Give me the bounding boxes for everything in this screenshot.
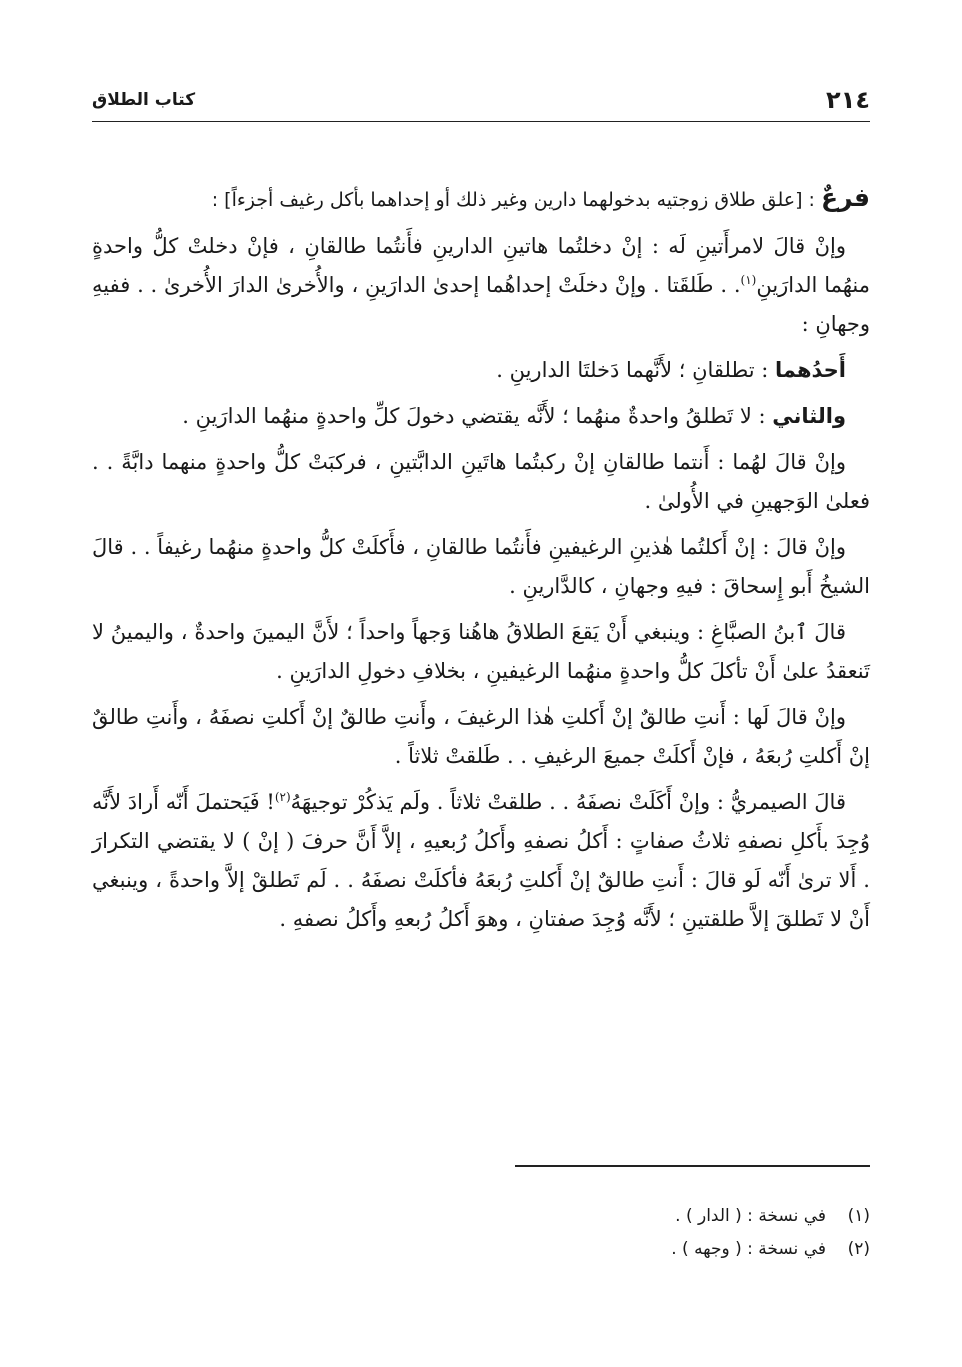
- footnotes: [92, 1200, 870, 1266]
- page-header: [92, 86, 870, 118]
- paragraph-8: [92, 783, 870, 939]
- footnote-number: (٢): [847, 1239, 870, 1259]
- section-lead: فرعٌ: [821, 183, 870, 212]
- paragraph-lead: أَحدُهما: [775, 358, 846, 382]
- footnote-2: [92, 1233, 870, 1266]
- paragraph-6: [92, 613, 870, 691]
- paragraph-text: : تطلقانِ ؛ لأَنَّهما دَخلتَا الدارينِ .: [496, 358, 775, 382]
- paragraph-text: وإنْ قالَ لَها : أَنتِ طالقٌ إنْ أَكلتِ هٰذا الرغيفَ ، وأَنتِ طالقٌ إنْ أَكلتِ نصفَهُ ، وأَنتِ طالقٌ إنْ أَكلتِ رُبعَهُ ، فإنْ أَكلَتْ جميعَ الرغيفِ . . طَلقتْ ثلاثاً .: [92, 705, 870, 768]
- main-text: [92, 178, 870, 946]
- footnote-text: في نسخة : ( الدار ) .: [675, 1206, 826, 1226]
- paragraph-text-cont: ! فَيَحتملَ أَنّه أَرادَ لأَنَّه وُجِدَ بأَكلِ نصفهِ ثلاثُ صفاتٍ : أَكلُ نصفهِ وأَكلُ رُبعيهِ ، إلاَّ أَنَّ حرفَ ( إنْ ) لا يقتضي التكرارَ . أَلا ترىٰ أَنّه لَو قالَ : أَنتِ طالقٌ إنْ أَكلتِ رُبعَهُ فأكلَتْ نصفَهُ . . لَم تَطلقْ إلاَّ واحدةً ، وينبغي أَنْ لا تَطلقَ إلاَّ طلقتينِ ؛ لأَنَّه وُجِدَ صفتانِ ، وهوَ أَكلُ رُبعهِ وأَكلُ نصفهِ .: [92, 790, 870, 931]
- running-title: كتاب الطلاق: [92, 90, 196, 110]
- footnote-ref-1: (١): [740, 273, 757, 287]
- paragraph-2: [92, 351, 870, 390]
- paragraph-text: قالَ الصيمريُّ : وإنْ أَكَلَتْ نصفَهُ . . طلقتْ ثلاثاً . ولَم يَذكُرْ توجيهَهُ: [290, 790, 846, 814]
- paragraph-5: [92, 528, 870, 606]
- footnote-number: (١): [847, 1206, 870, 1226]
- page-number: ٢١٤: [826, 86, 870, 114]
- paragraph-text: : لا تَطلقُ واحدةٌ منهُما ؛ لأَنَّه يقتضي دخولَ كلِّ واحدةٍ منهُما الدارَينِ .: [182, 404, 773, 428]
- paragraph-text: قالَ ٱبنُ الصبَّاغِ : وينبغي أَنْ يَقعَ الطلاقُ هاهُنا وَجهاً واحداً ؛ لأَنَّ اليمينَ واحدةٌ ، واليمينُ لا تَنعقدُ علىٰ أَنْ تأكلَ كلُّ واحدةٍ منهُما الرغيفينِ ، بخلافِ دخولِ الدارَينِ .: [92, 620, 870, 683]
- footnote-rule: [515, 1165, 870, 1167]
- paragraph-text: وإنْ قالَ لهُما : أَنتما طالقانِ إنْ ركبتُما هاتَينِ الدابَّتينِ ، فركبَتْ كلُّ واحدةٍ منهما دابَّةً . . فعلىٰ الوَجهينِ في الأُولىٰ .: [92, 450, 870, 513]
- paragraph-text: وإنْ قالَ : إنْ أَكلتُما هٰذينِ الرغيفينِ فأَنتُما طالقانِ ، فأَكلَتْ كلُّ واحدةٍ منهُما رغيفاً . . قالَ الشيخُ أَبو إِسحاقَ : فيهِ وجهانِ ، كالدَّارينِ .: [92, 535, 870, 598]
- footnote-1: [92, 1200, 870, 1233]
- paragraph-4: [92, 443, 870, 521]
- paragraph-lead: والثاني: [772, 404, 846, 428]
- paragraph-text-cont: . . طَلقَتا . وإنْ دخلَتْ إحداهُما إحدىٰ الدارَينِ ، والأُخرىٰ الدارَ الأُخرىٰ . . ففيهِ وجهانِ :: [92, 273, 870, 336]
- paragraph-text: وإنْ قالَ لامرأَتينِ لَه : إنْ دخلتُما هاتينِ الدارينِ فأَنتُما طالقانِ ، فإنْ دخلتْ كلُّ واحدةٍ منهُما الدارَينِ: [92, 234, 871, 297]
- section-heading: [92, 178, 870, 220]
- paragraph-3: [92, 397, 870, 436]
- paragraph-7: [92, 698, 870, 776]
- header-rule: [92, 121, 870, 122]
- paragraph-1: [92, 227, 870, 344]
- footnote-ref-2: (٢): [274, 790, 291, 804]
- footnote-text: في نسخة : ( وجهه ) .: [671, 1239, 826, 1259]
- section-title: : [علق طلاق زوجتيه بدخولهما دارين وغير ذلك أو إحداهما بأكل رغيف أجزءاً] :: [211, 189, 821, 211]
